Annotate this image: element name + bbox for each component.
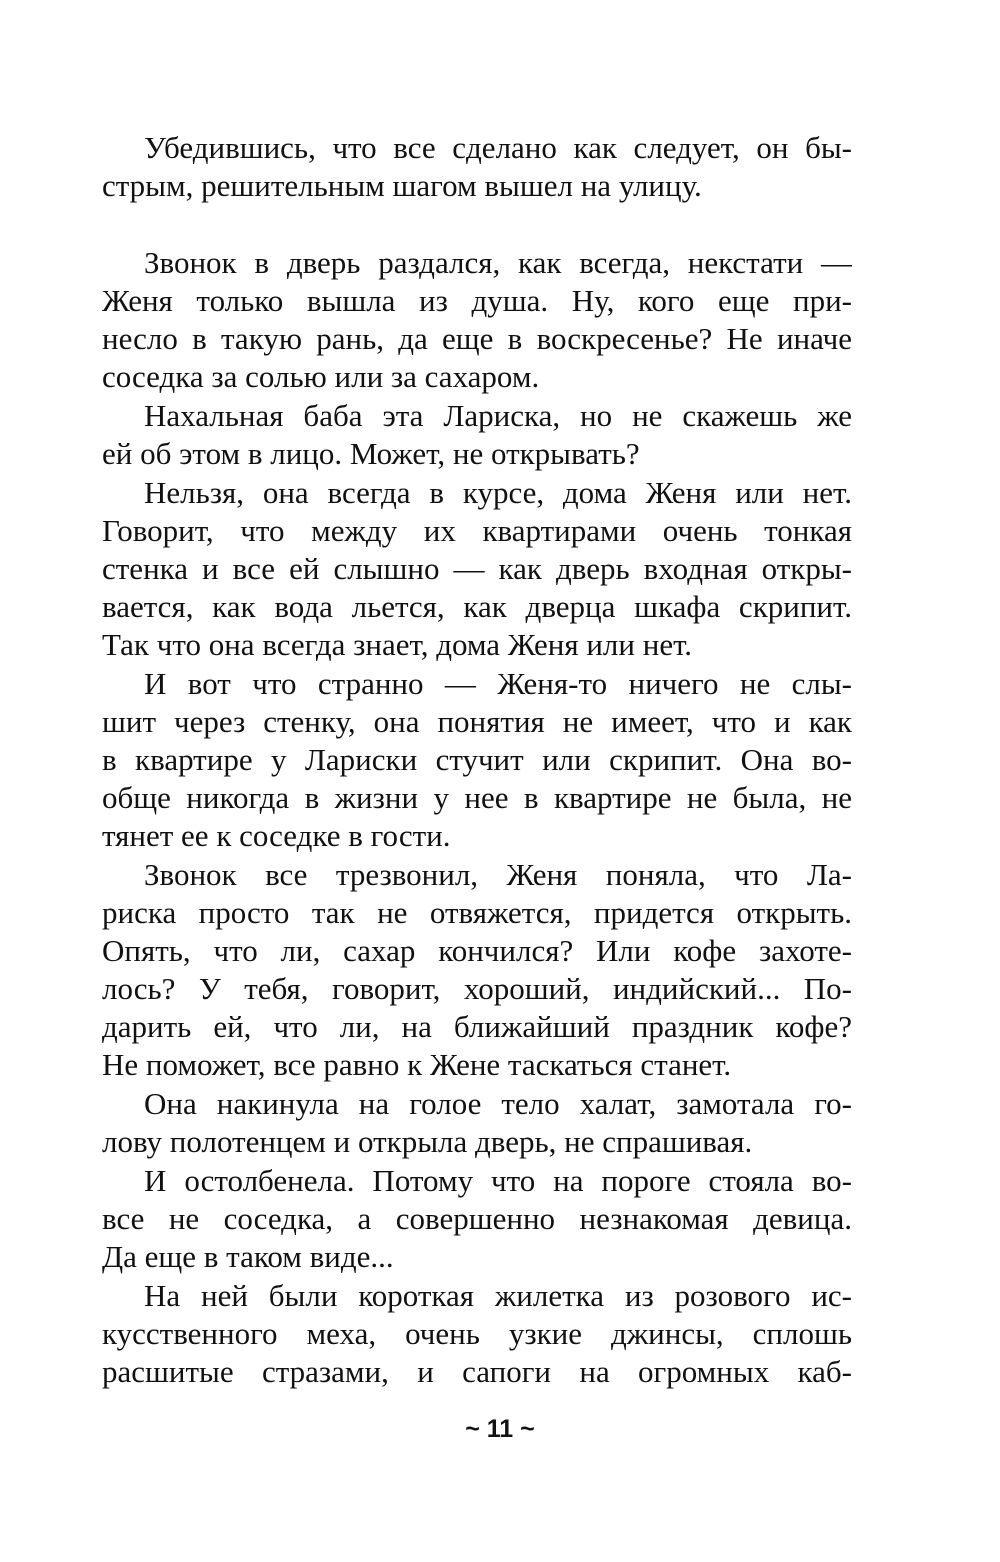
text-line: расшитые стразами, и сапоги на огромных каб- bbox=[102, 1354, 852, 1389]
text-line: Нахальная баба эта Лариска, но не скажешь же bbox=[144, 398, 852, 433]
page-number: ~ 11 ~ bbox=[465, 1415, 535, 1443]
text-line: тянет ее к соседке в гости. bbox=[102, 818, 451, 853]
text-line: На ней были короткая жилетка из розового ис- bbox=[144, 1278, 852, 1313]
text-line: шит через стенку, она понятия не имеет, что и как bbox=[102, 704, 852, 739]
text-line: ей об этом в лицо. Может, не открывать? bbox=[102, 436, 640, 471]
text-line: Говорит, что между их квартирами очень тонкая bbox=[102, 513, 852, 548]
text-line: Опять, что ли, сахар кончился? Или кофе захоте- bbox=[102, 933, 852, 968]
text-line: лову полотенцем и открыла дверь, не спрашивая. bbox=[102, 1124, 753, 1159]
text-line: И остолбенела. Потому что на пороге стояла во- bbox=[144, 1163, 852, 1198]
text-line: Убедившись, что все сделано как следует, он бы- bbox=[144, 130, 852, 165]
text-line: Звонок все трезвонил, Женя поняла, что Ла- bbox=[144, 857, 852, 892]
text-line: лось? У тебя, говорит, хороший, индийский... По- bbox=[102, 971, 852, 1006]
text-line: кусственного меха, очень узкие джинсы, сплошь bbox=[102, 1316, 852, 1351]
text-line: Нельзя, она всегда в курсе, дома Женя или нет. bbox=[144, 475, 852, 510]
text-line: все не соседка, а совершенно незнакомая девица. bbox=[102, 1201, 852, 1236]
text-line: в квартире у Лариски стучит или скрипит. Она во- bbox=[102, 742, 852, 777]
text-line: Звонок в дверь раздался, как всегда, некстати — bbox=[144, 245, 852, 280]
text-line: соседка за солью или за сахаром. bbox=[102, 359, 540, 394]
text-line: Не поможет, все равно к Жене таскаться станет. bbox=[102, 1047, 732, 1082]
text-line: несло в такую рань, да еще в воскресенье? Не иначе bbox=[102, 321, 852, 356]
text-line: стенка и все ей слышно — как дверь входная откры- bbox=[102, 551, 852, 586]
text-line: стрым, решительным шагом вышел на улицу. bbox=[102, 168, 702, 203]
text-line: обще никогда в жизни у нее в квартире не была, не bbox=[102, 780, 852, 815]
text-line: И вот что странно — Женя-то ничего не слы- bbox=[144, 666, 852, 701]
text-line: вается, как вода льется, как дверца шкафа скрипит. bbox=[102, 589, 852, 624]
book-page bbox=[102, 0, 852, 1562]
text-line: Так что она всегда знает, дома Женя или нет. bbox=[102, 627, 693, 662]
text-line: Женя только вышла из душа. Ну, кого еще при- bbox=[102, 283, 852, 318]
text-line: Да еще в таком виде... bbox=[102, 1239, 394, 1274]
text-line: дарить ей, что ли, на ближайший праздник кофе? bbox=[102, 1009, 852, 1044]
text-line: Она накинула на голое тело халат, замотала го- bbox=[144, 1086, 852, 1121]
text-line: риска просто так не отвяжется, придется открыть. bbox=[102, 895, 852, 930]
